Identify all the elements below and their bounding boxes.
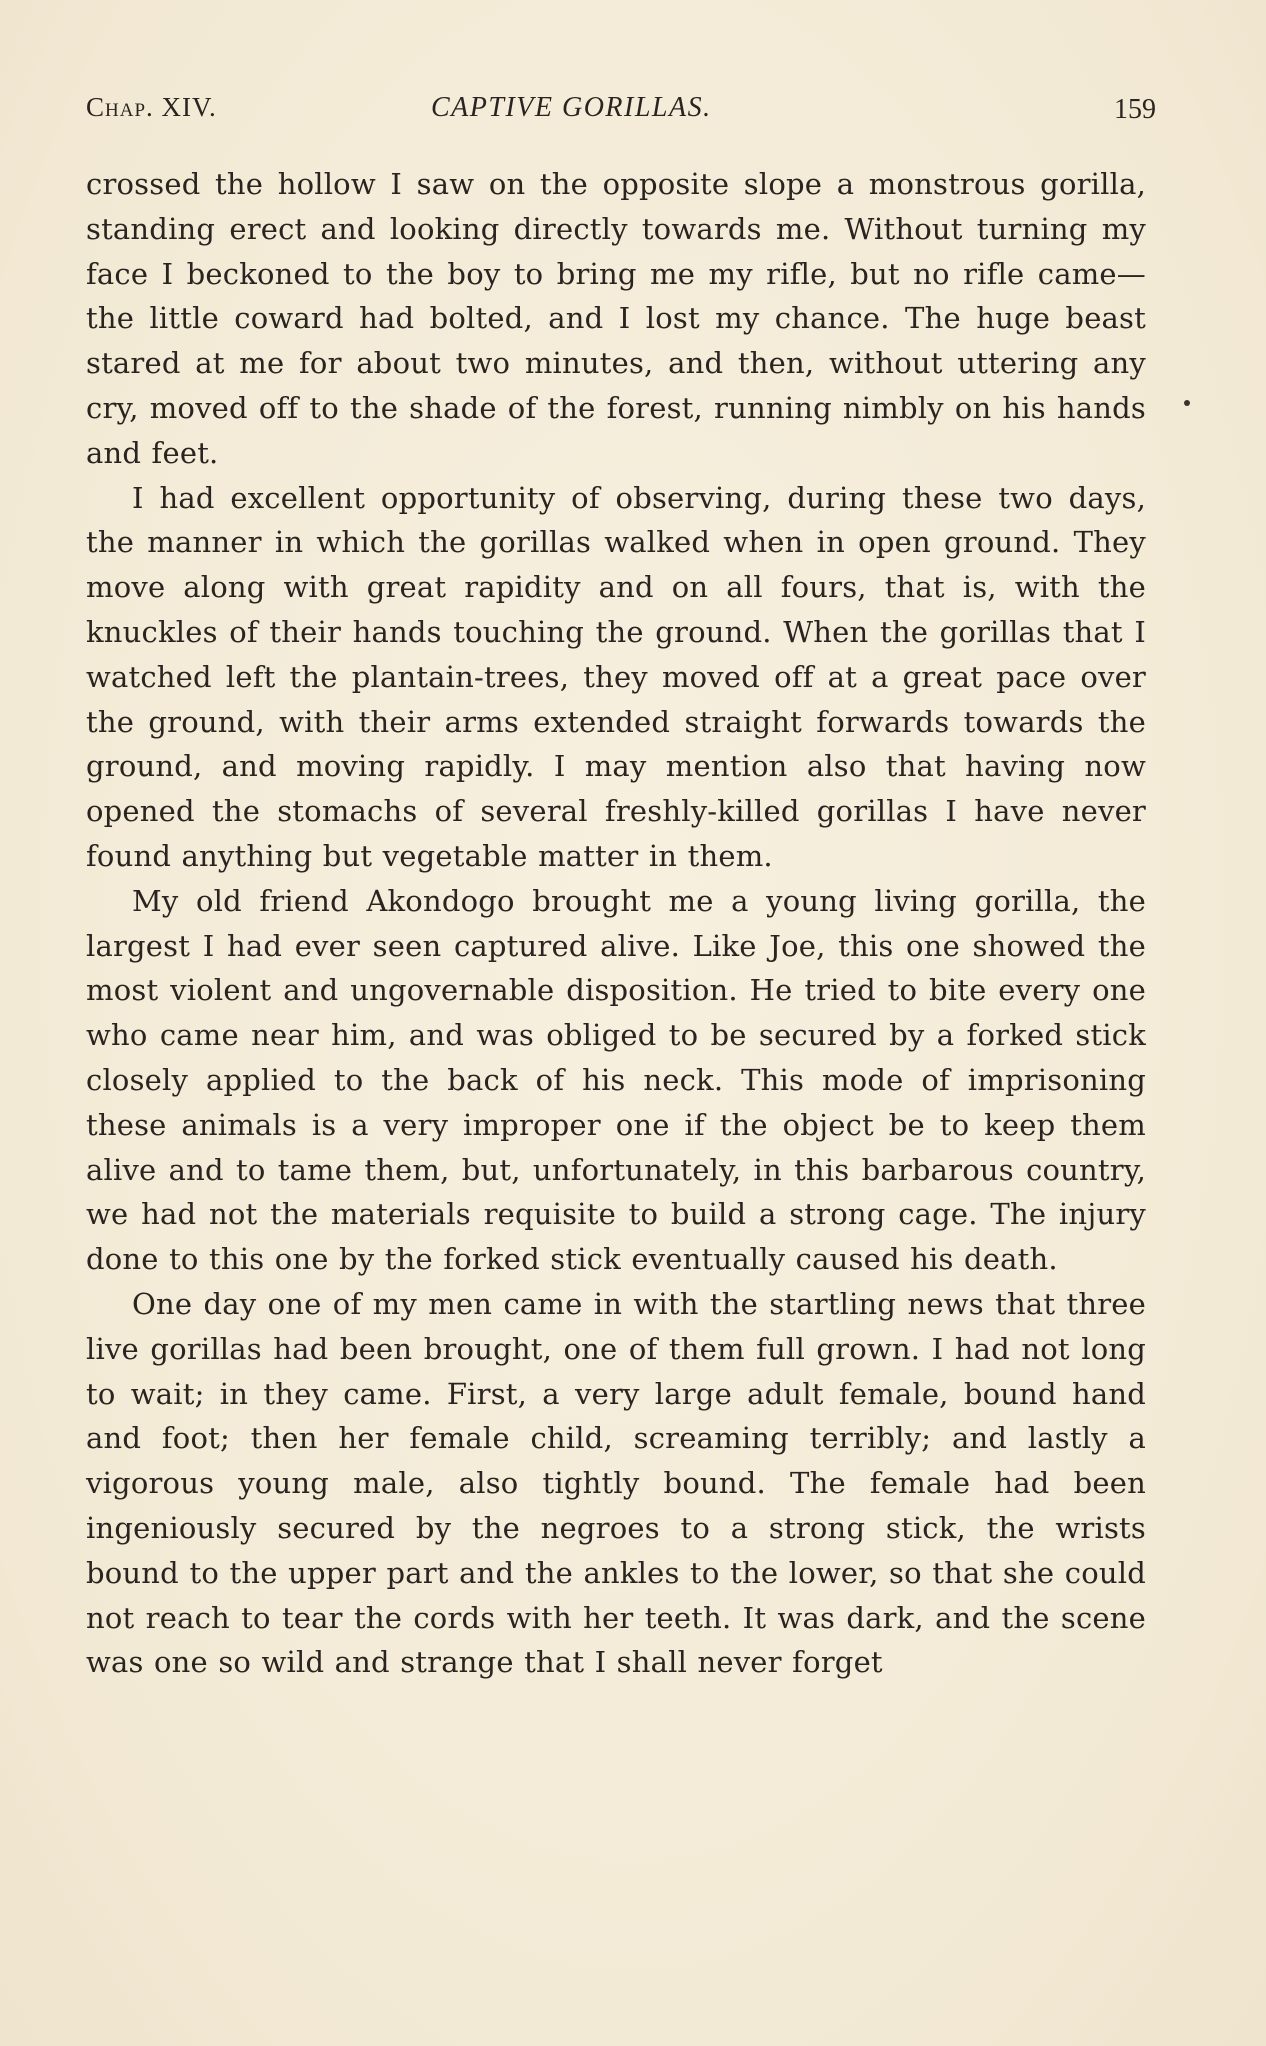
margin-mark xyxy=(1184,400,1190,406)
running-header xyxy=(86,92,1156,132)
paragraph-2: I had excellent opportunity of observing, during these two days, the manner in which the gorillas walked when in open ground. They move along with great rapidity and on all fours, that is, with the knuckles of their hands touching the ground. When the gorillas that I watched left the plantain-trees, they moved off at a great pace over the ground, with their arms extended straight forwards towards the ground, and moving rapidly. I may mention also that having now opened the stomachs of several freshly-killed gorillas I have never found anything but vegetable matter in them. xyxy=(86,480,1146,873)
body-text xyxy=(86,162,1146,1685)
paragraph-3: My old friend Akondogo brought me a young living gorilla, the largest I had ever seen captured alive. Like Joe, this one showed the most violent and ungovernable disposition. He tried to bite every one who came near him, and was obliged to be secured by a forked stick closely applied to the back of his neck. This mode of imprisoning these animals is a very improper one if the object be to keep them alive and to tame them, but, unfortunately, in this barbarous country, we had not the materials requisite to build a strong cage. The injury done to this one by the forked stick eventually caused his death. xyxy=(86,883,1146,1277)
page-number: 159 xyxy=(1114,94,1156,125)
chapter-label: Chap. XIV. xyxy=(86,92,217,122)
paragraph-1: crossed the hollow I saw on the opposite slope a monstrous gorilla, standing erect and looking directly towards me. Without turning my face I beckoned to the boy to bring me my rifle, but no rifle came—the little coward had bolted, and I lost my chance. The huge beast stared at me for about two minutes, and then, without uttering any cry, moved off to the shade of the forest, running nimbly on his hands and feet. xyxy=(86,167,1146,470)
paragraph-4: One day one of my men came in with the startling news that three live gorillas had been brought, one of them full grown. I had not long to wait; in they came. First, a very large adult female, bound hand and foot; then her female child, screaming terribly; and lastly a vigorous young male, also tightly bound. The female had been ingeniously secured by the negroes to a strong stick, the wrists bound to the upper part and the ankles to the lower, so that she could not reach to tear the cords with her teeth. It was dark, and the scene was one so wild and strange that I shall never forget xyxy=(86,1286,1146,1680)
running-title: CAPTIVE GORILLAS. xyxy=(431,92,712,123)
